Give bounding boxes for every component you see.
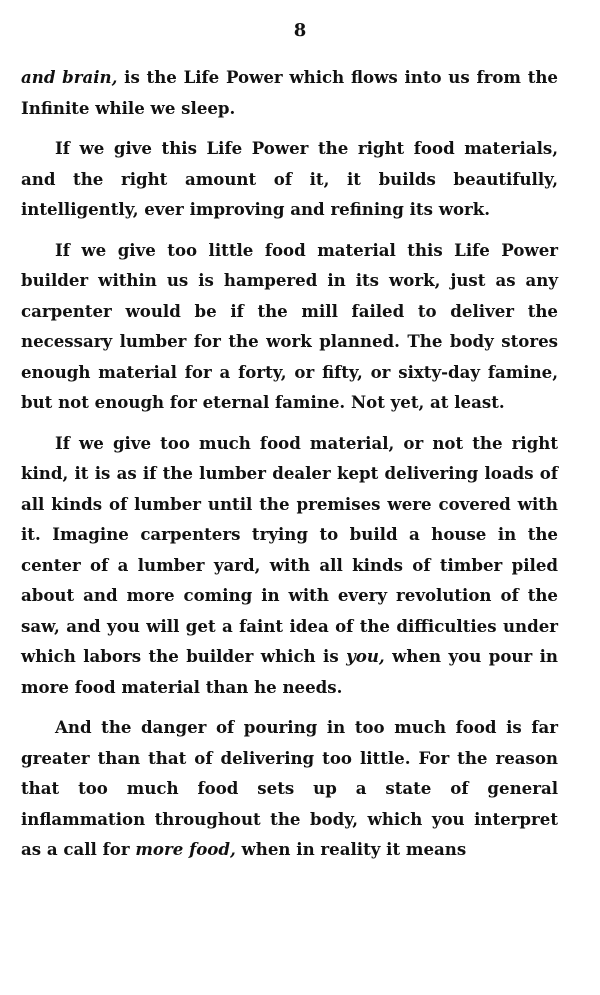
paragraph-1-text: is the Life Power which flows into us from the Infinite while we sleep. xyxy=(21,67,558,118)
paragraph-2-text: If we give this Life Power the right food materials, and the right amount of it, it builds beautifully, intelligently, ever improving and refining its work. xyxy=(21,138,558,219)
page-number: 8 xyxy=(293,20,307,41)
paragraph-1-lead-italic: and brain, xyxy=(21,67,118,87)
paragraph-3-text: If we give too little food material this Life Power builder within us is hampered in its work, just as any carpenter would be if the mill failed to deliver the necessary lumber for the work planned. The body stores enough material for a forty, or fifty, or sixty-day famine, but not enough for eternal famine. Not yet, at least. xyxy=(21,239,558,412)
paragraph-3 xyxy=(21,235,558,418)
paragraph-4-italic: you, xyxy=(346,646,385,666)
paragraph-5-text-before: And the danger of pouring in too much food is far greater than that of delivering too little. For the reason that too much food sets up a state of general inflammation throughout the body, which you interpret as a call for xyxy=(21,717,558,859)
paragraph-5-italic: more food, xyxy=(135,839,236,859)
paragraph-4 xyxy=(21,428,558,703)
paragraph-1 xyxy=(21,62,558,123)
paragraph-5 xyxy=(21,712,558,865)
paragraph-2 xyxy=(21,133,558,225)
paragraph-4-text-before: If we give too much food material, or not the right kind, it is as if the lumber dealer kept delivering loads of all kinds of lumber until the premises were covered with it. Imagine carpenters trying to build a house in the center of a lumber yard, with all kinds of timber piled about and more coming in with every revolution of the saw, and you will get a faint idea of the difficulties under which labors the builder which is xyxy=(21,432,558,666)
body-text xyxy=(21,62,558,875)
paragraph-4-text-after: when you pour in more food material than he needs. xyxy=(21,646,558,697)
paragraph-5-text-after: when in reality it means xyxy=(235,839,467,859)
